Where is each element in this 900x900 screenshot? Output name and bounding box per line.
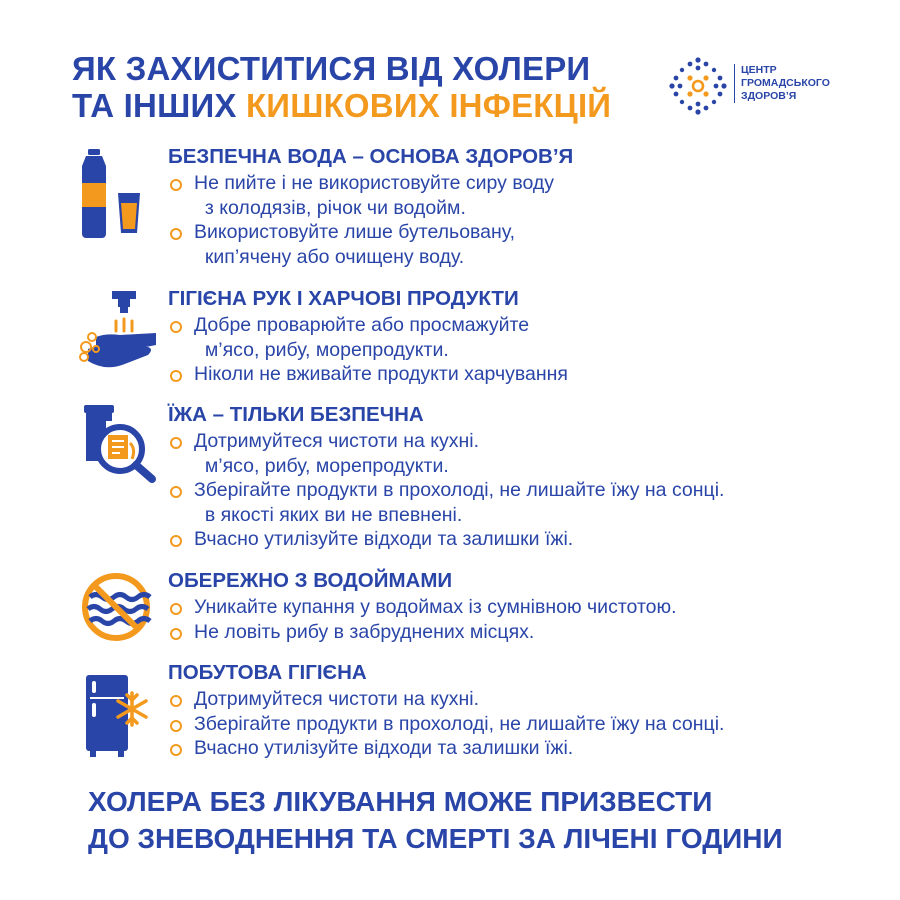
bullet-icon <box>170 321 182 333</box>
item-text-3: Вчасно утилізуйте відходи та залишки їжі. <box>194 737 574 759</box>
item-text-2: Не ловіть рибу в забруднених місцях. <box>194 620 535 643</box>
section-title: ГІГІЄНА РУК І ХАРЧОВІ ПРОДУКТИ <box>168 287 519 310</box>
list-item <box>168 220 554 269</box>
item-text-1: Дотримуйтеся чистоти на кухні. <box>194 430 480 452</box>
list-item <box>168 736 724 761</box>
logo-line-3: ЗДОРОВ’Я <box>741 90 797 102</box>
no-swimming-icon <box>76 569 160 659</box>
bullet-icon <box>170 744 182 756</box>
list-item <box>168 429 724 478</box>
item-text-1: Не пийте і не використовуйте сиру воду <box>194 172 555 194</box>
title-line-1: ЯК ЗАХИСТИТИСЯ ВІД ХОЛЕРИ <box>72 50 591 87</box>
footer-line-1: ХОЛЕРА БЕЗ ЛІКУВАННЯ МОЖЕ ПРИЗВЕСТИ <box>88 786 713 817</box>
item-text-2: Використовуйте лише бутельовану, <box>194 221 516 243</box>
bullet-icon <box>170 486 182 498</box>
section-title: ОБЕРЕЖНО З ВОДОЙМАМИ <box>168 569 453 592</box>
bullet-icon <box>170 695 182 707</box>
list-item <box>168 362 568 387</box>
bullet-list <box>168 313 568 387</box>
section-title: ЇЖА – ТІЛЬКИ БЕЗПЕЧНА <box>168 403 424 426</box>
bullet-icon <box>170 370 182 382</box>
logo-mark-icon <box>668 56 728 116</box>
item-text-1b: з колодязів, річок чи водойм. <box>194 196 466 219</box>
item-text-1: Дотримуйтеся чистоти на кухні. <box>194 688 480 710</box>
bullet-icon <box>170 535 182 547</box>
water-bottle-glass-icon <box>76 149 160 239</box>
list-item <box>168 595 677 620</box>
logo-line-2: ГРОМАДСЬКОГО <box>741 77 830 89</box>
bullet-icon <box>170 228 182 240</box>
item-text-1: Уникайте купання у водоймах із сумнівною чистотою. <box>194 596 677 618</box>
section-title: ПОБУТОВА ГІГІЄНА <box>168 661 367 684</box>
title-line-2-accent: КИШКОВИХ ІНФЕКЦІЙ <box>245 87 612 124</box>
bullet-icon <box>170 628 182 640</box>
list-item <box>168 687 724 712</box>
item-text-2: Зберігайте продукти в прохолоді, не лишайте їжу на сонці. <box>194 479 725 501</box>
item-text-1b: м’ясо, рибу, морепродукти. <box>194 454 449 477</box>
bullet-icon <box>170 720 182 732</box>
page-title <box>72 50 611 124</box>
title-line-2-prefix: ТА ІНШИХ <box>72 87 246 124</box>
list-item <box>168 620 677 645</box>
bullet-list <box>168 595 677 644</box>
item-text-2b: в якості яких ви не впевнені. <box>194 503 463 526</box>
section-title: БЕЗПЕЧНА ВОДА – ОСНОВА ЗДОРОВ’Я <box>168 145 574 168</box>
hand-washing-icon <box>76 287 160 377</box>
bullet-list <box>168 687 724 761</box>
bullet-icon <box>170 603 182 615</box>
list-item <box>168 171 554 220</box>
item-text-1: Добре проварюйте або просмажуйте <box>194 314 530 336</box>
list-item <box>168 478 724 527</box>
footer-line-2: ДО ЗНЕВОДНЕННЯ ТА СМЕРТІ ЗА ЛІЧЕНІ ГОДИНИ <box>88 823 783 854</box>
logo <box>668 56 838 116</box>
logo-line-1: ЦЕНТР <box>741 64 777 76</box>
item-text-1b: м’ясо, рибу, морепродукти. <box>194 338 449 361</box>
list-item <box>168 712 724 737</box>
bullet-list <box>168 429 724 552</box>
fridge-snowflake-icon <box>76 671 160 761</box>
list-item <box>168 527 724 552</box>
item-text-3: Вчасно утилізуйте відходи та залишки їжі. <box>194 528 574 550</box>
list-item <box>168 313 568 362</box>
item-text-2b: кип’ячену або очищену воду. <box>194 245 465 268</box>
food-inspection-icon <box>76 403 160 493</box>
item-text-2: Зберігайте продукти в прохолоді, не лишайте їжу на сонці. <box>194 712 725 735</box>
bullet-icon <box>170 179 182 191</box>
bullet-icon <box>170 437 182 449</box>
item-text-2: Ніколи не вживайте продукти харчування <box>194 363 568 385</box>
footer-warning <box>88 783 783 857</box>
logo-text <box>734 64 830 103</box>
bullet-list <box>168 171 554 269</box>
